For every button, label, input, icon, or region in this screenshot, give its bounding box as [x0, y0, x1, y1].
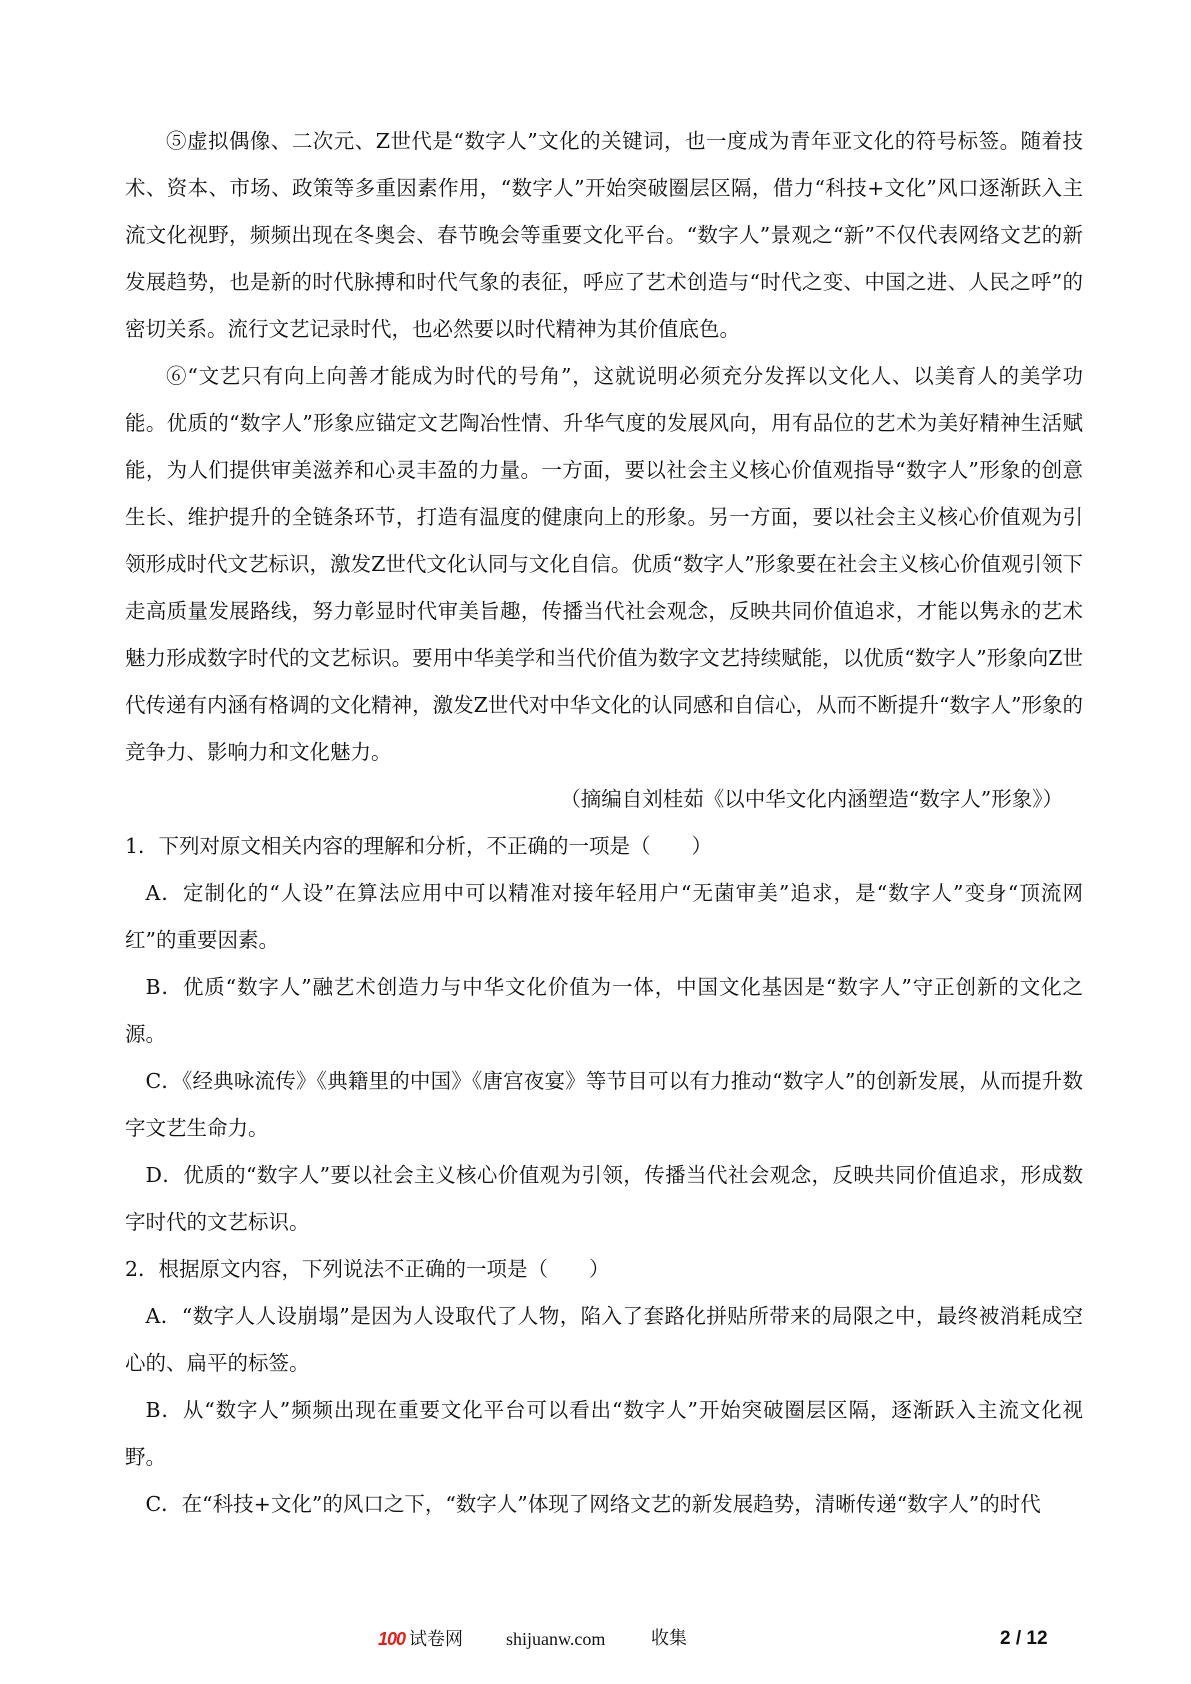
- logo-icon: 100: [378, 1629, 406, 1649]
- question-1-stem: 1．下列对原文相关内容的理解和分析，不正确的一项是（ ）: [125, 834, 713, 858]
- question-2-stem: 2．根据原文内容，下列说法不正确的一项是（ ）: [125, 1257, 610, 1281]
- source-citation: （摘编自刘桂茹《以中华文化内涵塑造“数字人”形象》）: [560, 787, 1063, 811]
- document-body: [125, 118, 1083, 1528]
- site-logo: [378, 1626, 463, 1653]
- question-2-option-a: A．“数字人人设崩塌”是因为人设取代了人物，陷入了套路化拼贴所带来的局限之中，最终被消耗成空心的、扁平的标签。: [125, 1304, 1083, 1375]
- question-2-option-c: C．在“科技+文化”的风口之下，“数字人”体现了网络文艺的新发展趋势，清晰传递“数字人”的时代: [145, 1492, 1041, 1516]
- question-1-option-a: A．定制化的“人设”在算法应用中可以精准对接年轻用户“无菌审美”追求，是“数字人”变身“顶流网红”的重要因素。: [125, 881, 1083, 952]
- page-footer: [0, 1626, 1191, 1656]
- logo-text: 试卷网: [409, 1629, 464, 1650]
- collect-label: 收集: [651, 1628, 687, 1649]
- site-url[interactable]: shijuanw.com: [506, 1629, 606, 1649]
- page-number: 2 / 12: [1000, 1628, 1048, 1649]
- question-1-option-b: B．优质“数字人”融艺术创造力与中华文化价值为一体，中国文化基因是“数字人”守正创新的文化之源。: [125, 975, 1083, 1046]
- paragraph-6: ⑥“文艺只有向上向善才能成为时代的号角”，这就说明必须充分发挥以文化人、以美育人的美学功能。优质的“数字人”形象应锚定文艺陶冶性情、升华气度的发展风向，用有品位的艺术为美好精神生活赋能，为人们提供审美滋养和心灵丰盈的力量。一方面，要以社会主义核心价值观指导“数字人”形象的创意生长、维护提升的全链条环节，打造有温度的健康向上的形象。另一方面，要以社会主义核心价值观为引领形成时代文艺标识，激发Z世代文化认同与文化自信。优质“数字人”形象要在社会主义核心价值观引领下走高质量发展路线，努力彰显时代审美旨趣，传播当代社会观念，反映共同价值追求，才能以隽永的艺术魅力形成数字时代的文艺标识。要用中华美学和当代价值为数字文艺持续赋能，以优质“数字人”形象向Z世代传递有内涵有格调的文化精神，激发Z世代对中华文化的认同感和自信心，从而不断提升“数字人”形象的竞争力、影响力和文化魅力。: [125, 364, 1083, 764]
- question-1-option-c: C．《经典咏流传》《典籍里的中国》《唐宫夜宴》等节目可以有力推动“数字人”的创新发展，从而提升数字文艺生命力。: [125, 1069, 1083, 1140]
- question-1-option-d: D．优质的“数字人”要以社会主义核心价值观为引领，传播当代社会观念，反映共同价值追求，形成数字时代的文艺标识。: [125, 1163, 1083, 1234]
- question-2-option-b: B．从“数字人”频频出现在重要文化平台可以看出“数字人”开始突破圈层区隔，逐渐跃入主流文化视野。: [125, 1398, 1083, 1469]
- paragraph-5: ⑤虚拟偶像、二次元、Z世代是“数字人”文化的关键词，也一度成为青年亚文化的符号标签。随着技术、资本、市场、政策等多重因素作用，“数字人”开始突破圈层区隔，借力“科技+文化”风口逐渐跃入主流文化视野，频频出现在冬奥会、春节晚会等重要文化平台。“数字人”景观之“新”不仅代表网络文艺的新发展趋势，也是新的时代脉搏和时代气象的表征，呼应了艺术创造与“时代之变、中国之进、人民之呼”的密切关系。流行文艺记录时代，也必然要以时代精神为其价值底色。: [125, 129, 1083, 341]
